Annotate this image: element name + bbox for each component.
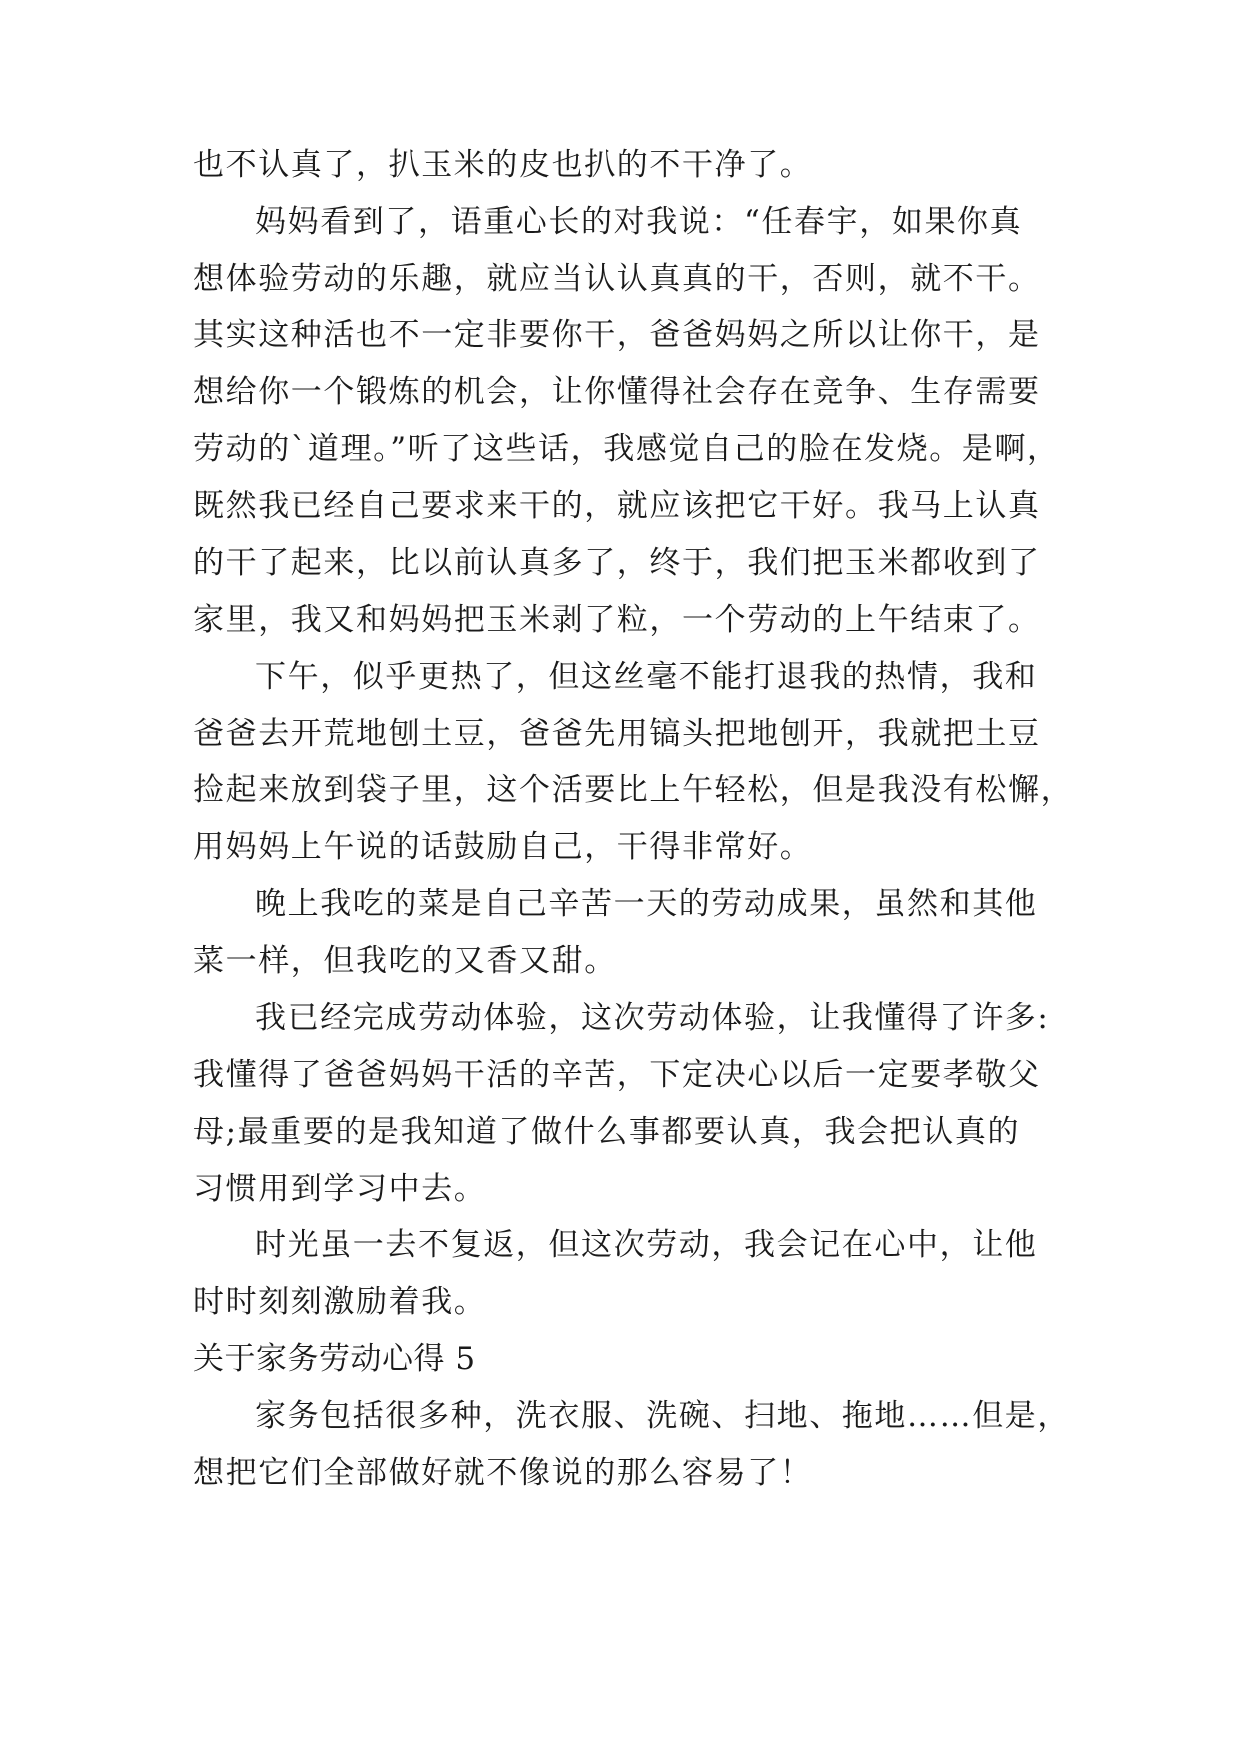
paragraph-start-line: 家务包括很多种，洗衣服、洗碗、扫地、拖地……但是， (255, 1398, 1070, 1434)
text-line: 其实这种活也不一定非要你干，爸爸妈妈之所以让你干，是 (193, 317, 1041, 353)
paragraph-start-line: 妈妈看到了，语重心长的对我说：“任春宇，如果你真 (255, 204, 1023, 240)
paragraph-start-line: 我已经完成劳动体验，这次劳动体验，让我懂得了许多: (255, 1000, 1050, 1036)
paragraph-start-line: 下午，似乎更热了，但这丝毫不能打退我的热情，我和 (255, 659, 1038, 695)
text-line: 想给你一个锻炼的机会，让你懂得社会存在竞争、生存需要 (193, 374, 1041, 410)
text-line: 想把它们全部做好就不像说的那么容易了！ (193, 1455, 813, 1491)
section-heading: 关于家务劳动心得 5 (193, 1341, 476, 1377)
text-line: 捡起来放到袋子里，这个活要比上午轻松，但是我没有松懈， (193, 772, 1074, 808)
text-line: 习惯用到学习中去。 (193, 1171, 487, 1207)
text-line: 菜一样，但我吃的又香又甜。 (193, 943, 617, 979)
text-line: 时时刻刻激励着我。 (193, 1284, 487, 1320)
text-line: 用妈妈上午说的话鼓励自己，干得非常好。 (193, 829, 813, 865)
text-line: 想体验劳动的乐趣，就应当认认真真的干，否则，就不干。 (193, 261, 1041, 297)
text-line: 我懂得了爸爸妈妈干活的辛苦，下定决心以后一定要孝敬父 (193, 1057, 1041, 1093)
text-line: 既然我已经自己要求来干的，就应该把它干好。我马上认真 (193, 488, 1041, 524)
paragraph-start-line: 时光虽一去不复返，但这次劳动，我会记在心中，让他 (255, 1227, 1038, 1263)
text-line: 劳动的`道理。”听了这些话，我感觉自己的脸在发烧。是啊， (193, 431, 1060, 467)
text-line: 也不认真了，扒玉米的皮也扒的不干净了。 (193, 147, 813, 183)
text-line: 母;最重要的是我知道了做什么事都要认真，我会把认真的 (193, 1114, 1021, 1150)
text-line: 爸爸去开荒地刨土豆，爸爸先用镐头把地刨开，我就把土豆 (193, 716, 1041, 752)
text-line: 家里，我又和妈妈把玉米剥了粒，一个劳动的上午结束了。 (193, 602, 1041, 638)
text-line: 的干了起来，比以前认真多了，终于，我们把玉米都收到了 (193, 545, 1041, 581)
paragraph-start-line: 晚上我吃的菜是自己辛苦一天的劳动成果，虽然和其他 (255, 886, 1038, 922)
